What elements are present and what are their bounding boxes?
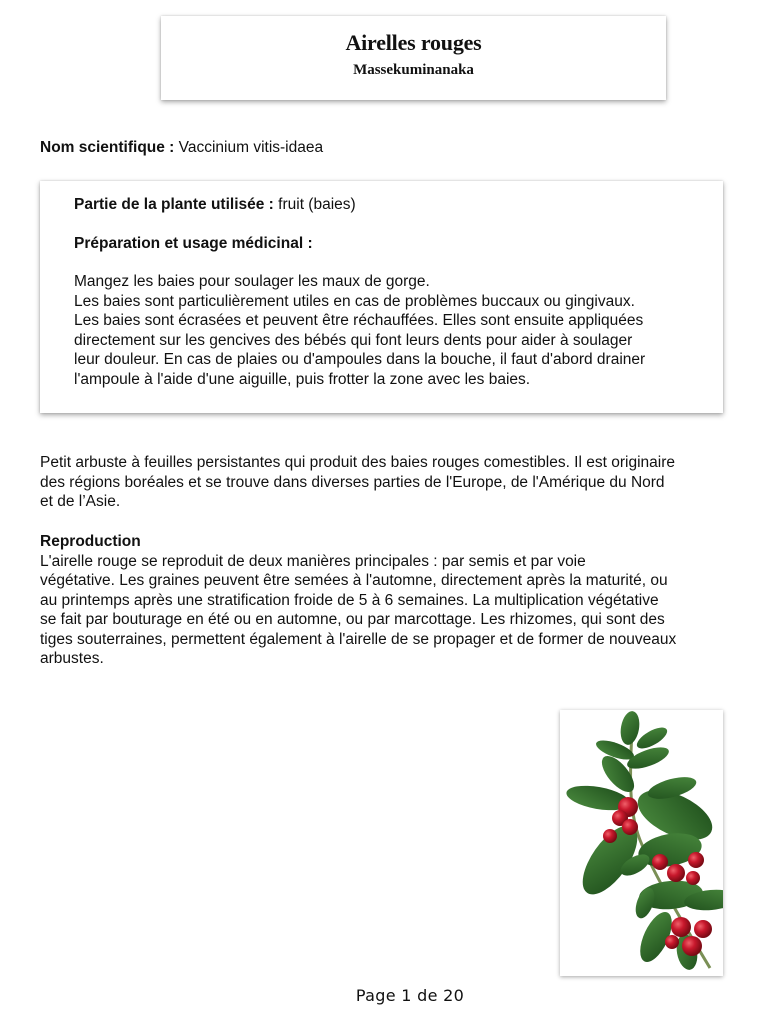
plant-part-row <box>74 195 703 215</box>
description-paragraph <box>40 453 730 512</box>
usage-text <box>74 272 703 389</box>
scientific-name <box>40 139 323 157</box>
scientific-name-value: Vaccinium vitis-idaea <box>178 139 324 156</box>
usage-line: directement sur les gencives des bébés qui font leurs dents pour aider à soulager <box>74 331 633 349</box>
reproduction-line: L'airelle rouge se reproduit de deux manières principales : par semis et par voie <box>40 552 586 570</box>
title-box <box>161 16 666 100</box>
plant-part-label: Partie de la plante utilisée : <box>74 196 274 213</box>
page-title: Airelles rouges <box>345 30 482 55</box>
reproduction-line: au printemps après une stratification froide de 5 à 6 semaines. La multiplication végétative <box>40 591 659 609</box>
plant-part-value: fruit (baies) <box>278 196 356 213</box>
reproduction-line: arbustes. <box>40 650 104 667</box>
lingonberry-illustration <box>560 710 723 976</box>
usage-line: leur douleur. En cas de plaies ou d'ampoules dans la bouche, il faut d'abord drainer <box>74 351 646 368</box>
description-line: Petit arbuste à feuilles persistantes qui produit des baies rouges comestibles. Il est originaire <box>40 454 675 471</box>
usage-line: Mangez les baies pour soulager les maux de gorge. <box>74 273 430 290</box>
description-line: et de l’Asie. <box>40 493 121 510</box>
scientific-name-label: Nom scientifique : <box>40 139 175 156</box>
description-line: des régions boréales et se trouve dans diverses parties de l'Europe, de l'Amérique du Nord <box>40 473 665 491</box>
preparation-heading: Préparation et usage médicinal : <box>74 234 313 252</box>
reproduction-section <box>40 532 730 669</box>
medicinal-box <box>40 181 723 413</box>
usage-line: Les baies sont particulièrement utiles en cas de problèmes buccaux ou gingivaux. <box>74 292 635 310</box>
reproduction-line: se fait par bouturage en été ou en automne, ou par marcottage. Les rhizomes, qui sont des <box>40 611 665 628</box>
page-subtitle: Massekuminanaka <box>353 62 474 78</box>
page-number: Page 1 de 20 <box>355 986 465 1005</box>
lingonberry-image <box>560 710 723 976</box>
usage-line: l'ampoule à l'aide d'une aiguille, puis frotter la zone avec les baies. <box>74 370 531 388</box>
reproduction-line: végétative. Les graines peuvent être semées à l'automne, directement après la maturité, ou <box>40 572 668 589</box>
reproduction-heading: Reproduction <box>40 533 141 550</box>
usage-line: Les baies sont écrasées et peuvent être réchauffées. Elles sont ensuite appliquées <box>74 312 644 329</box>
reproduction-line: tiges souterraines, permettent également à l'airelle de se propager et de former de nouveaux <box>40 630 677 648</box>
